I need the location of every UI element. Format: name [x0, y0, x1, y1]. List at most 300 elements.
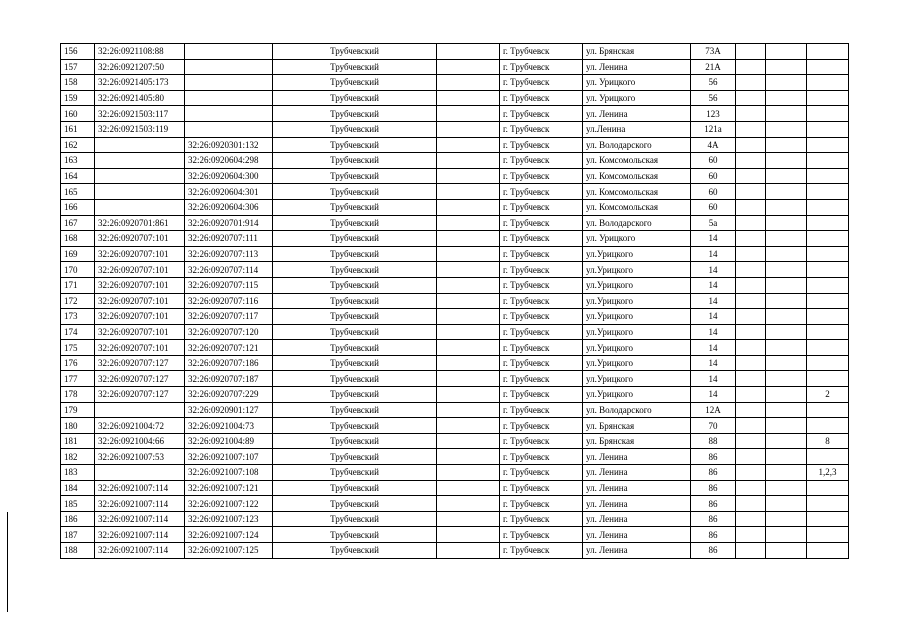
- house-number: 56: [691, 75, 736, 91]
- cadastral-number-land: 32:26:0921004:72: [95, 418, 185, 434]
- extra-column-1: [736, 262, 766, 278]
- note-number: [807, 543, 849, 559]
- cadastral-number-land: 32:26:0921007:114: [95, 527, 185, 543]
- row-number: 183: [61, 465, 95, 481]
- extra-column-2: [766, 355, 807, 371]
- cadastral-number-building: 32:26:0920707:229: [185, 387, 273, 403]
- cadastral-number-land: 32:26:0920707:101: [95, 231, 185, 247]
- empty-column: [437, 418, 500, 434]
- street-name: ул.Урицкого: [583, 371, 691, 387]
- street-name: ул. Володарского: [583, 402, 691, 418]
- cadastral-number-building: 32:26:0921004:89: [185, 433, 273, 449]
- district-name: Трубчевский: [273, 324, 437, 340]
- note-number: 2: [807, 387, 849, 403]
- extra-column-1: [736, 184, 766, 200]
- house-number: 86: [691, 480, 736, 496]
- extra-column-1: [736, 480, 766, 496]
- empty-column: [437, 184, 500, 200]
- extra-column-1: [736, 199, 766, 215]
- district-name: Трубчевский: [273, 449, 437, 465]
- cadastral-number-building: 32:26:0920604:300: [185, 168, 273, 184]
- row-number: 184: [61, 480, 95, 496]
- cadastral-number-land: 32:26:0920707:127: [95, 371, 185, 387]
- row-number: 157: [61, 59, 95, 75]
- row-number: 176: [61, 355, 95, 371]
- street-name: ул. Ленина: [583, 106, 691, 122]
- extra-column-1: [736, 371, 766, 387]
- cadastral-number-land: 32:26:0921007:53: [95, 449, 185, 465]
- district-name: Трубчевский: [273, 44, 437, 60]
- locality-name: г. Трубчевск: [500, 480, 583, 496]
- table-row: [61, 168, 849, 184]
- house-number: 21А: [691, 59, 736, 75]
- table-row: [61, 106, 849, 122]
- house-number: 14: [691, 231, 736, 247]
- row-number: 164: [61, 168, 95, 184]
- district-name: Трубчевский: [273, 199, 437, 215]
- note-number: [807, 106, 849, 122]
- extra-column-2: [766, 59, 807, 75]
- street-name: ул.Урицкого: [583, 246, 691, 262]
- extra-column-1: [736, 59, 766, 75]
- table-row: [61, 433, 849, 449]
- row-number: 172: [61, 293, 95, 309]
- cadastral-number-building: 32:26:0921007:123: [185, 511, 273, 527]
- note-number: 1,2,3: [807, 465, 849, 481]
- house-number: 86: [691, 465, 736, 481]
- house-number: 5а: [691, 215, 736, 231]
- house-number: 14: [691, 371, 736, 387]
- extra-column-1: [736, 137, 766, 153]
- cadastral-number-building: 32:26:0920901:127: [185, 402, 273, 418]
- extra-column-1: [736, 465, 766, 481]
- house-number: 14: [691, 324, 736, 340]
- house-number: 88: [691, 433, 736, 449]
- street-name: ул. Ленина: [583, 511, 691, 527]
- table-row: [61, 293, 849, 309]
- cadastral-number-land: [95, 168, 185, 184]
- row-number: 181: [61, 433, 95, 449]
- extra-column-2: [766, 199, 807, 215]
- row-number: 178: [61, 387, 95, 403]
- table-row: [61, 496, 849, 512]
- note-number: [807, 480, 849, 496]
- table-row: [61, 44, 849, 60]
- table-row: [61, 277, 849, 293]
- row-number: 166: [61, 199, 95, 215]
- locality-name: г. Трубчевск: [500, 433, 583, 449]
- district-name: Трубчевский: [273, 106, 437, 122]
- table-row: [61, 371, 849, 387]
- extra-column-2: [766, 433, 807, 449]
- empty-column: [437, 433, 500, 449]
- table-row: [61, 449, 849, 465]
- row-number: 177: [61, 371, 95, 387]
- locality-name: г. Трубчевск: [500, 340, 583, 356]
- street-name: ул. Комсомольская: [583, 153, 691, 169]
- extra-column-2: [766, 511, 807, 527]
- note-number: [807, 324, 849, 340]
- note-number: [807, 511, 849, 527]
- house-number: 14: [691, 246, 736, 262]
- cadastral-number-building: 32:26:0920707:114: [185, 262, 273, 278]
- house-number: 86: [691, 527, 736, 543]
- cadastral-number-land: 32:26:0921108:88: [95, 44, 185, 60]
- district-name: Трубчевский: [273, 215, 437, 231]
- district-name: Трубчевский: [273, 137, 437, 153]
- street-name: ул. Брянская: [583, 44, 691, 60]
- extra-column-1: [736, 293, 766, 309]
- extra-column-1: [736, 418, 766, 434]
- house-number: 60: [691, 153, 736, 169]
- table-row: [61, 402, 849, 418]
- street-name: ул.Урицкого: [583, 277, 691, 293]
- table-row: [61, 75, 849, 91]
- row-number: 174: [61, 324, 95, 340]
- table-body: [61, 44, 849, 559]
- extra-column-1: [736, 106, 766, 122]
- district-name: Трубчевский: [273, 496, 437, 512]
- cadastral-number-land: [95, 465, 185, 481]
- table-row: [61, 527, 849, 543]
- row-number: 162: [61, 137, 95, 153]
- cadastral-number-building: [185, 44, 273, 60]
- row-number: 180: [61, 418, 95, 434]
- extra-column-1: [736, 387, 766, 403]
- extra-column-2: [766, 215, 807, 231]
- extra-column-1: [736, 231, 766, 247]
- street-name: ул. Ленина: [583, 59, 691, 75]
- street-name: ул. Урицкого: [583, 90, 691, 106]
- extra-column-1: [736, 309, 766, 325]
- empty-column: [437, 137, 500, 153]
- street-name: ул.Урицкого: [583, 324, 691, 340]
- cadastral-number-land: 32:26:0921405:80: [95, 90, 185, 106]
- street-name: ул. Брянская: [583, 433, 691, 449]
- extra-column-2: [766, 309, 807, 325]
- empty-column: [437, 371, 500, 387]
- street-name: ул.Урицкого: [583, 340, 691, 356]
- row-number: 179: [61, 402, 95, 418]
- street-name: ул. Володарского: [583, 215, 691, 231]
- street-name: ул. Урицкого: [583, 75, 691, 91]
- extra-column-2: [766, 293, 807, 309]
- extra-column-1: [736, 355, 766, 371]
- house-number: 14: [691, 293, 736, 309]
- empty-column: [437, 449, 500, 465]
- table-row: [61, 231, 849, 247]
- locality-name: г. Трубчевск: [500, 324, 583, 340]
- extra-column-1: [736, 340, 766, 356]
- extra-column-2: [766, 527, 807, 543]
- note-number: [807, 277, 849, 293]
- locality-name: г. Трубчевск: [500, 371, 583, 387]
- table-row: [61, 184, 849, 200]
- district-name: Трубчевский: [273, 387, 437, 403]
- cadastral-number-land: 32:26:0921207:50: [95, 59, 185, 75]
- note-number: [807, 418, 849, 434]
- cadastral-number-land: 32:26:0921007:114: [95, 511, 185, 527]
- empty-column: [437, 465, 500, 481]
- extra-column-2: [766, 371, 807, 387]
- note-number: [807, 371, 849, 387]
- table-row: [61, 387, 849, 403]
- empty-column: [437, 199, 500, 215]
- cadastral-number-building: 32:26:0921004:73: [185, 418, 273, 434]
- extra-column-2: [766, 184, 807, 200]
- empty-column: [437, 496, 500, 512]
- cadastral-number-building: 32:26:0920707:111: [185, 231, 273, 247]
- house-number: 12А: [691, 402, 736, 418]
- empty-column: [437, 262, 500, 278]
- empty-column: [437, 324, 500, 340]
- cadastral-number-building: 32:26:0920707:186: [185, 355, 273, 371]
- extra-column-1: [736, 511, 766, 527]
- street-name: ул. Володарского: [583, 137, 691, 153]
- cadastral-number-building: 32:26:0921007:108: [185, 465, 273, 481]
- row-number: 169: [61, 246, 95, 262]
- locality-name: г. Трубчевск: [500, 153, 583, 169]
- table-row: [61, 324, 849, 340]
- street-name: ул. Ленина: [583, 496, 691, 512]
- cadastral-number-building: 32:26:0921007:122: [185, 496, 273, 512]
- locality-name: г. Трубчевск: [500, 199, 583, 215]
- cadastral-number-land: 32:26:0921503:119: [95, 121, 185, 137]
- table-row: [61, 246, 849, 262]
- row-number: 170: [61, 262, 95, 278]
- locality-name: г. Трубчевск: [500, 543, 583, 559]
- row-number: 187: [61, 527, 95, 543]
- empty-column: [437, 511, 500, 527]
- street-name: ул.Урицкого: [583, 262, 691, 278]
- table-row: [61, 355, 849, 371]
- street-name: ул. Брянская: [583, 418, 691, 434]
- extra-column-1: [736, 324, 766, 340]
- table-row: [61, 480, 849, 496]
- locality-name: г. Трубчевск: [500, 106, 583, 122]
- extra-column-1: [736, 215, 766, 231]
- note-number: [807, 153, 849, 169]
- district-name: Трубчевский: [273, 543, 437, 559]
- cadastral-number-building: 32:26:0920701:914: [185, 215, 273, 231]
- row-number: 159: [61, 90, 95, 106]
- table-row: [61, 418, 849, 434]
- empty-column: [437, 543, 500, 559]
- empty-column: [437, 293, 500, 309]
- empty-column: [437, 231, 500, 247]
- cadastral-number-building: 32:26:0921007:125: [185, 543, 273, 559]
- extra-column-2: [766, 153, 807, 169]
- note-number: [807, 59, 849, 75]
- cadastral-number-building: 32:26:0920707:121: [185, 340, 273, 356]
- empty-column: [437, 309, 500, 325]
- street-name: ул.Урицкого: [583, 309, 691, 325]
- locality-name: г. Трубчевск: [500, 402, 583, 418]
- cadastral-number-building: [185, 106, 273, 122]
- row-number: 161: [61, 121, 95, 137]
- house-number: 123: [691, 106, 736, 122]
- district-name: Трубчевский: [273, 153, 437, 169]
- cadastral-number-building: 32:26:0920604:298: [185, 153, 273, 169]
- street-name: ул.Урицкого: [583, 293, 691, 309]
- empty-column: [437, 402, 500, 418]
- extra-column-2: [766, 543, 807, 559]
- district-name: Трубчевский: [273, 293, 437, 309]
- cadastral-number-building: 32:26:0920604:306: [185, 199, 273, 215]
- empty-column: [437, 355, 500, 371]
- locality-name: г. Трубчевск: [500, 168, 583, 184]
- note-number: [807, 168, 849, 184]
- extra-column-1: [736, 496, 766, 512]
- note-number: [807, 90, 849, 106]
- table-row: [61, 511, 849, 527]
- cadastral-number-building: 32:26:0921007:124: [185, 527, 273, 543]
- locality-name: г. Трубчевск: [500, 137, 583, 153]
- note-number: [807, 309, 849, 325]
- extra-column-1: [736, 168, 766, 184]
- extra-column-2: [766, 231, 807, 247]
- house-number: 121а: [691, 121, 736, 137]
- extra-column-1: [736, 90, 766, 106]
- cadastral-number-land: 32:26:0920707:101: [95, 309, 185, 325]
- street-name: ул. Ленина: [583, 449, 691, 465]
- empty-column: [437, 44, 500, 60]
- locality-name: г. Трубчевск: [500, 309, 583, 325]
- extra-column-1: [736, 121, 766, 137]
- locality-name: г. Трубчевск: [500, 387, 583, 403]
- street-name: ул.Урицкого: [583, 355, 691, 371]
- district-name: Трубчевский: [273, 90, 437, 106]
- house-number: 60: [691, 184, 736, 200]
- note-number: [807, 137, 849, 153]
- district-name: Трубчевский: [273, 277, 437, 293]
- locality-name: г. Трубчевск: [500, 355, 583, 371]
- empty-column: [437, 168, 500, 184]
- cadastral-number-land: [95, 184, 185, 200]
- district-name: Трубчевский: [273, 402, 437, 418]
- extra-column-1: [736, 543, 766, 559]
- table-row: [61, 137, 849, 153]
- note-number: [807, 44, 849, 60]
- locality-name: г. Трубчевск: [500, 449, 583, 465]
- house-number: 14: [691, 309, 736, 325]
- extra-column-2: [766, 168, 807, 184]
- extra-column-2: [766, 246, 807, 262]
- district-name: Трубчевский: [273, 184, 437, 200]
- district-name: Трубчевский: [273, 355, 437, 371]
- empty-column: [437, 106, 500, 122]
- extra-column-2: [766, 106, 807, 122]
- house-number: 86: [691, 511, 736, 527]
- note-number: [807, 340, 849, 356]
- cadastral-number-land: 32:26:0920707:101: [95, 277, 185, 293]
- note-number: [807, 246, 849, 262]
- cadastral-number-building: [185, 121, 273, 137]
- empty-column: [437, 527, 500, 543]
- house-number: 70: [691, 418, 736, 434]
- locality-name: г. Трубчевск: [500, 90, 583, 106]
- note-number: [807, 199, 849, 215]
- empty-column: [437, 480, 500, 496]
- cadastral-number-building: [185, 59, 273, 75]
- house-number: 86: [691, 543, 736, 559]
- locality-name: г. Трубчевск: [500, 231, 583, 247]
- cadastral-number-land: 32:26:0921503:117: [95, 106, 185, 122]
- locality-name: г. Трубчевск: [500, 246, 583, 262]
- extra-column-1: [736, 246, 766, 262]
- cadastral-number-land: 32:26:0921004:66: [95, 433, 185, 449]
- extra-column-2: [766, 465, 807, 481]
- cadastral-number-building: 32:26:0920707:113: [185, 246, 273, 262]
- locality-name: г. Трубчевск: [500, 511, 583, 527]
- locality-name: г. Трубчевск: [500, 184, 583, 200]
- extra-column-2: [766, 75, 807, 91]
- empty-column: [437, 340, 500, 356]
- note-number: [807, 215, 849, 231]
- table-row: [61, 340, 849, 356]
- note-number: [807, 184, 849, 200]
- scan-margin-line: [7, 512, 8, 612]
- cadastral-number-land: 32:26:0921405:173: [95, 75, 185, 91]
- house-number: 86: [691, 449, 736, 465]
- table-row: [61, 309, 849, 325]
- district-name: Трубчевский: [273, 231, 437, 247]
- district-name: Трубчевский: [273, 121, 437, 137]
- note-number: [807, 231, 849, 247]
- extra-column-2: [766, 387, 807, 403]
- extra-column-2: [766, 262, 807, 278]
- note-number: [807, 449, 849, 465]
- empty-column: [437, 277, 500, 293]
- locality-name: г. Трубчевск: [500, 75, 583, 91]
- cadastral-number-land: [95, 153, 185, 169]
- extra-column-2: [766, 402, 807, 418]
- extra-column-2: [766, 44, 807, 60]
- extra-column-2: [766, 340, 807, 356]
- row-number: 163: [61, 153, 95, 169]
- extra-column-2: [766, 90, 807, 106]
- locality-name: г. Трубчевск: [500, 121, 583, 137]
- house-number: 14: [691, 340, 736, 356]
- extra-column-2: [766, 121, 807, 137]
- cadastral-number-building: 32:26:0921007:121: [185, 480, 273, 496]
- district-name: Трубчевский: [273, 340, 437, 356]
- locality-name: г. Трубчевск: [500, 44, 583, 60]
- district-name: Трубчевский: [273, 511, 437, 527]
- district-name: Трубчевский: [273, 527, 437, 543]
- cadastral-number-land: 32:26:0920707:127: [95, 387, 185, 403]
- note-number: [807, 262, 849, 278]
- row-number: 168: [61, 231, 95, 247]
- street-name: ул. Ленина: [583, 527, 691, 543]
- table-row: [61, 121, 849, 137]
- empty-column: [437, 121, 500, 137]
- row-number: 167: [61, 215, 95, 231]
- district-name: Трубчевский: [273, 480, 437, 496]
- cadastral-number-building: [185, 75, 273, 91]
- extra-column-2: [766, 324, 807, 340]
- locality-name: г. Трубчевск: [500, 262, 583, 278]
- district-name: Трубчевский: [273, 465, 437, 481]
- cadastral-number-land: [95, 402, 185, 418]
- note-number: [807, 293, 849, 309]
- district-name: Трубчевский: [273, 433, 437, 449]
- extra-column-2: [766, 418, 807, 434]
- cadastral-number-land: 32:26:0921007:114: [95, 543, 185, 559]
- street-name: ул. Комсомольская: [583, 184, 691, 200]
- cadastral-number-land: 32:26:0921007:114: [95, 496, 185, 512]
- cadastral-number-building: 32:26:0920707:116: [185, 293, 273, 309]
